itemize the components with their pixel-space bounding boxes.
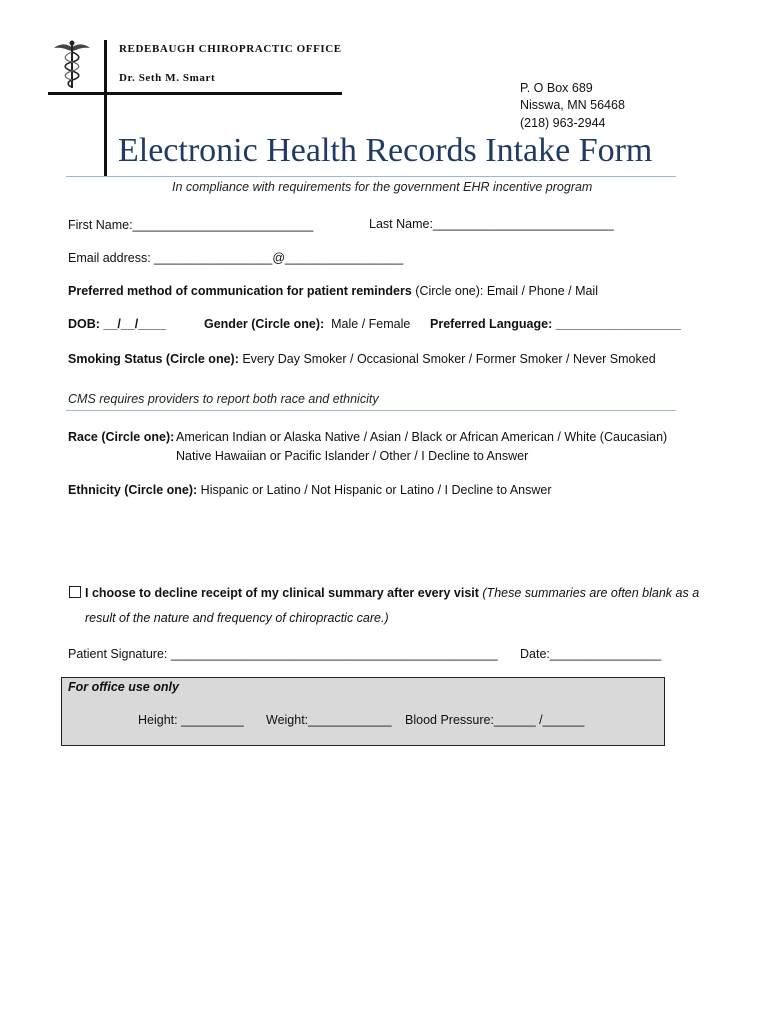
caduceus-icon — [52, 38, 92, 90]
decline-checkbox[interactable] — [69, 586, 81, 598]
race-label: Race (Circle one): — [68, 430, 175, 444]
dob-field[interactable]: DOB: __/__/____ — [68, 317, 166, 331]
doctor-name: Dr. Seth M. Smart — [119, 72, 216, 84]
page-title: Electronic Health Records Intake Form — [118, 132, 653, 169]
ethnicity-options[interactable]: Hispanic or Latino / Not Hispanic or Latino / I Decline to Answer — [197, 483, 552, 497]
phone-number: (218) 963-2944 — [520, 116, 606, 130]
patient-signature-field[interactable]: Patient Signature: _______________________________________________ — [68, 647, 498, 661]
ethnicity-field — [68, 483, 552, 497]
address-line1: P. O Box 689 — [520, 81, 593, 95]
ethnicity-label: Ethnicity (Circle one): — [68, 483, 198, 497]
first-name-field[interactable]: First Name:__________________________ — [68, 218, 314, 232]
cms-divider — [66, 410, 676, 411]
gender-label: Gender (Circle one): — [204, 317, 325, 331]
email-field[interactable]: Email address: _________________@_________________ — [68, 251, 404, 265]
header-horizontal-rule — [48, 92, 342, 95]
height-field[interactable]: Height: _________ — [138, 713, 244, 727]
smoking-status — [68, 352, 656, 366]
smoking-status-options[interactable]: Every Day Smoker / Occasional Smoker / Former Smoker / Never Smoked — [238, 352, 656, 366]
smoking-status-label: Smoking Status (Circle one): — [68, 352, 239, 366]
decline-label: I choose to decline receipt of my clinical summary after every visit — [85, 586, 479, 600]
header-vertical-rule — [104, 40, 107, 177]
preferred-communication — [68, 284, 598, 298]
title-divider — [66, 176, 676, 177]
decline-note-continued: result of the nature and frequency of chiropractic care.) — [85, 611, 389, 625]
gender-options[interactable]: Male / Female — [331, 317, 411, 331]
date-field[interactable]: Date:________________ — [520, 647, 662, 661]
race-options-line2[interactable]: Native Hawaiian or Pacific Islander / Other / I Decline to Answer — [176, 449, 529, 463]
preferred-communication-label: Preferred method of communication for patient reminders — [68, 284, 412, 298]
gender-field — [204, 317, 410, 331]
decline-note: (These summaries are often blank as a — [478, 586, 700, 600]
address-line2: Nisswa, MN 56468 — [520, 98, 625, 112]
blood-pressure-field[interactable]: Blood Pressure:______ /______ — [405, 713, 585, 727]
office-use-heading: For office use only — [68, 680, 179, 694]
office-name: REDEBAUGH CHIROPRACTIC OFFICE — [119, 43, 342, 55]
preferred-communication-options[interactable]: (Circle one): Email / Phone / Mail — [411, 284, 598, 298]
weight-field[interactable]: Weight:____________ — [266, 713, 392, 727]
cms-note: CMS requires providers to report both race and ethnicity — [68, 392, 379, 406]
language-field[interactable]: Preferred Language: __________________ — [430, 317, 681, 331]
last-name-field[interactable]: Last Name:__________________________ — [369, 217, 614, 231]
race-options-line1[interactable]: American Indian or Alaska Native / Asian / Black or African American / White (Caucasian) — [176, 430, 668, 444]
decline-summary — [69, 586, 699, 600]
subtitle: In compliance with requirements for the government EHR incentive program — [172, 180, 593, 194]
